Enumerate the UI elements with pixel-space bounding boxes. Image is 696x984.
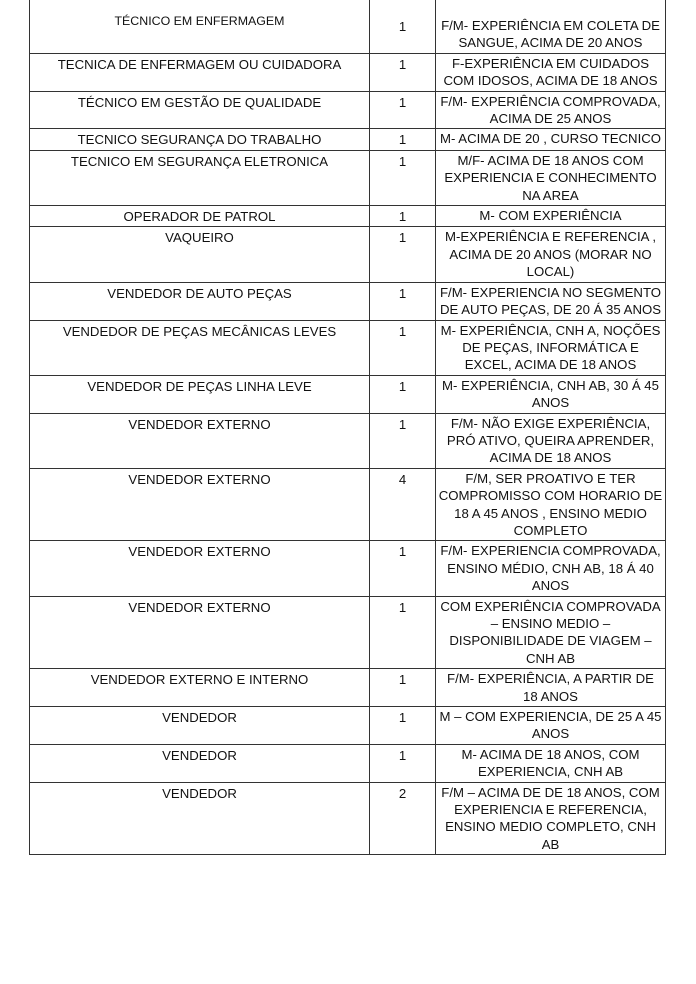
vacancy-count-cell: 1 <box>370 53 436 91</box>
vacancy-count-cell: 1 <box>370 541 436 596</box>
vacancy-count-cell: 1 <box>370 227 436 282</box>
table-row <box>30 206 666 227</box>
job-title-cell: VENDEDOR EXTERNO <box>30 541 370 596</box>
table-row <box>30 91 666 129</box>
vacancy-count-cell: 1 <box>370 669 436 707</box>
requirements-cell: F/M- EXPERIÊNCIA COMPROVADA, ACIMA DE 25 ANOS <box>436 91 666 129</box>
vacancy-count-cell: 1 <box>370 707 436 745</box>
requirements-cell: COM EXPERIÊNCIA COMPROVADA – ENSINO MEDIO – DISPONIBILIDADE DE VIAGEM – CNH AB <box>436 596 666 669</box>
vacancy-count-cell: 2 <box>370 782 436 855</box>
job-title-cell: VENDEDOR EXTERNO E INTERNO <box>30 669 370 707</box>
vacancy-count-cell: 1 <box>370 0 436 53</box>
job-title-cell: VAQUEIRO <box>30 227 370 282</box>
table-row <box>30 282 666 320</box>
requirements-cell: F/M – ACIMA DE DE 18 ANOS, COM EXPERIENCIA E REFERENCIA, ENSINO MEDIO COMPLETO, CNH AB <box>436 782 666 855</box>
job-title-cell: TÉCNICO EM ENFERMAGEM <box>30 0 370 53</box>
job-title-cell: TÉCNICO EM GESTÃO DE QUALIDADE <box>30 91 370 129</box>
table-row <box>30 707 666 745</box>
job-title-cell: VENDEDOR EXTERNO <box>30 596 370 669</box>
table-row <box>30 782 666 855</box>
vacancy-count-cell: 1 <box>370 91 436 129</box>
table-row <box>30 468 666 541</box>
job-title-cell: TECNICA DE ENFERMAGEM OU CUIDADORA <box>30 53 370 91</box>
requirements-cell: M- EXPERIÊNCIA, CNH AB, 30 Á 45 ANOS <box>436 375 666 413</box>
job-openings-body <box>30 0 666 855</box>
table-row <box>30 129 666 150</box>
requirements-cell: F-EXPERIÊNCIA EM CUIDADOS COM IDOSOS, ACIMA DE 18 ANOS <box>436 53 666 91</box>
vacancy-count-cell: 1 <box>370 320 436 375</box>
job-openings-table <box>29 0 666 855</box>
job-title-cell: TECNICO SEGURANÇA DO TRABALHO <box>30 129 370 150</box>
vacancy-count-cell: 1 <box>370 596 436 669</box>
vacancy-count-cell: 1 <box>370 744 436 782</box>
table-row <box>30 375 666 413</box>
job-title-cell: VENDEDOR <box>30 707 370 745</box>
requirements-cell: F/M, SER PROATIVO E TER COMPROMISSO COM HORARIO DE 18 A 45 ANOS , ENSINO MEDIO COMPLETO <box>436 468 666 541</box>
vacancy-count-cell: 1 <box>370 129 436 150</box>
requirements-cell: F/M- EXPERIÊNCIA EM COLETA DE SANGUE, ACIMA DE 20 ANOS <box>436 0 666 53</box>
job-title-cell: VENDEDOR <box>30 744 370 782</box>
vacancy-count-cell: 1 <box>370 282 436 320</box>
requirements-cell: F/M- EXPERIÊNCIA, A PARTIR DE 18 ANOS <box>436 669 666 707</box>
table-row <box>30 744 666 782</box>
requirements-cell: F/M- EXPERIENCIA NO SEGMENTO DE AUTO PEÇAS, DE 20 Á 35 ANOS <box>436 282 666 320</box>
vacancy-count-cell: 4 <box>370 468 436 541</box>
job-title-cell: OPERADOR DE PATROL <box>30 206 370 227</box>
job-title-cell: VENDEDOR EXTERNO <box>30 468 370 541</box>
table-row <box>30 541 666 596</box>
table-row <box>30 413 666 468</box>
job-title-cell: VENDEDOR EXTERNO <box>30 413 370 468</box>
job-openings-sheet <box>29 0 665 855</box>
job-title-cell: VENDEDOR DE AUTO PEÇAS <box>30 282 370 320</box>
job-title-cell: TECNICO EM SEGURANÇA ELETRONICA <box>30 150 370 205</box>
requirements-cell: F/M- EXPERIENCIA COMPROVADA, ENSINO MÉDIO, CNH AB, 18 Á 40 ANOS <box>436 541 666 596</box>
requirements-cell: F/M- NÃO EXIGE EXPERIÊNCIA, PRÓ ATIVO, QUEIRA APRENDER, ACIMA DE 18 ANOS <box>436 413 666 468</box>
requirements-cell: M- EXPERIÊNCIA, CNH A, NOÇÕES DE PEÇAS, INFORMÁTICA E EXCEL, ACIMA DE 18 ANOS <box>436 320 666 375</box>
vacancy-count-cell: 1 <box>370 375 436 413</box>
vacancy-count-cell: 1 <box>370 206 436 227</box>
table-row <box>30 669 666 707</box>
requirements-cell: M- ACIMA DE 20 , CURSO TECNICO <box>436 129 666 150</box>
table-row <box>30 320 666 375</box>
job-title-cell: VENDEDOR DE PEÇAS LINHA LEVE <box>30 375 370 413</box>
vacancy-count-cell: 1 <box>370 413 436 468</box>
table-row <box>30 596 666 669</box>
requirements-cell: M/F- ACIMA DE 18 ANOS COM EXPERIENCIA E CONHECIMENTO NA AREA <box>436 150 666 205</box>
requirements-cell: M – COM EXPERIENCIA, DE 25 A 45 ANOS <box>436 707 666 745</box>
requirements-cell: M- ACIMA DE 18 ANOS, COM EXPERIENCIA, CNH AB <box>436 744 666 782</box>
job-title-cell: VENDEDOR <box>30 782 370 855</box>
requirements-cell: M- COM EXPERIÊNCIA <box>436 206 666 227</box>
requirements-cell: M-EXPERIÊNCIA E REFERENCIA , ACIMA DE 20 ANOS (MORAR NO LOCAL) <box>436 227 666 282</box>
table-row <box>30 53 666 91</box>
table-row <box>30 0 666 53</box>
table-row <box>30 227 666 282</box>
table-row <box>30 150 666 205</box>
vacancy-count-cell: 1 <box>370 150 436 205</box>
job-title-cell: VENDEDOR DE PEÇAS MECÂNICAS LEVES <box>30 320 370 375</box>
